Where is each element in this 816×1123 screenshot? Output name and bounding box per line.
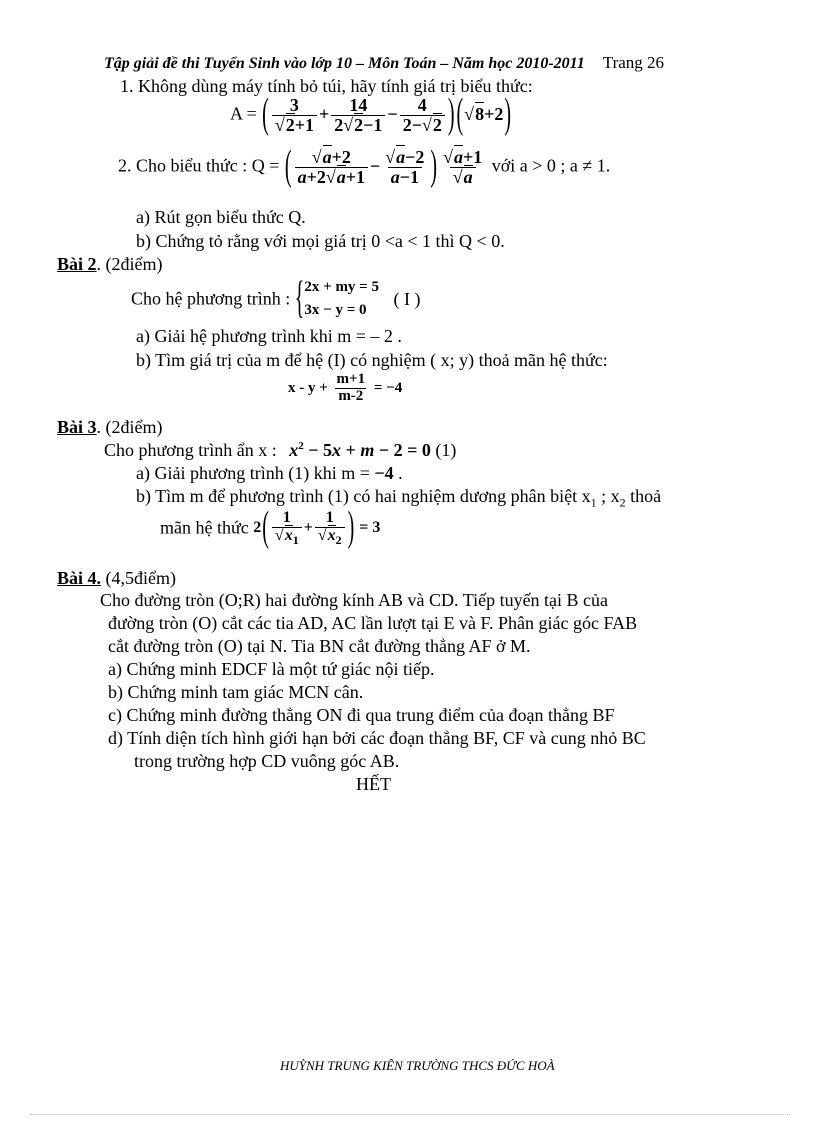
bai3-condition: mãn hệ thức 2( $\frac{1}{√x_1}$ + $\frac{1}{√x_2}$ ) = 3 [160, 504, 381, 551]
cond-left: x - y + [288, 379, 328, 396]
bai2-condition [288, 372, 402, 405]
expression-A: A = ( $\frac{3}{√2+1}$ + $\frac{14}{2√2-1}$ − $\frac{4}{2-√2}$ ) (√8+2) [230, 91, 511, 138]
bai2-eq1: 2x + my = 5 [304, 279, 379, 295]
bai1-b: b) Chứng tỏ rằng với mọi giá trị 0 <a < 1 thì Q < 0. [136, 231, 505, 251]
bai4-line1: Cho đường tròn (O;R) hai đường kính AB và CD. Tiếp tuyến tại B của [100, 590, 609, 610]
bai4-points: (4,5điểm) [101, 568, 176, 588]
bai4-b: b) Chứng minh tam giác MCN cân. [108, 682, 364, 702]
bai3-eq-label: (1) [435, 440, 457, 460]
bai3-heading: Bài 3 [57, 417, 97, 437]
bai2-heading-line [57, 254, 163, 275]
bai4-c: c) Chứng minh đường thẳng ON đi qua trung điểm của đoạn thẳng BF [108, 705, 615, 725]
bai1-a: a) Rút gọn biểu thức Q. [136, 207, 306, 227]
expr-label: A = [230, 103, 257, 124]
bai4-line3: cắt đường tròn (O) tại N. Tia BN cắt đường thẳng AF ở M. [108, 636, 531, 656]
bai3-a-prefix: a) Giải phương trình (1) khi m = [136, 463, 370, 483]
bai4-heading: Bài 4. [57, 568, 102, 588]
item2-prefix: 2. Cho biểu thức : Q = [118, 155, 280, 176]
bai3-a: a) Giải phương trình (1) khi m = −4 . [136, 463, 403, 483]
bai2-a: a) Giải hệ phương trình khi m = – 2 . [136, 326, 402, 346]
bai3-heading-line [57, 417, 163, 438]
page-header [104, 53, 664, 73]
cond-den: m-2 [335, 388, 366, 405]
bai4-d1: d) Tính diện tích hình giới hạn bởi các đoạn thẳng BF, CF và cung nhỏ BC [108, 728, 646, 748]
bai2-b: b) Tìm giá trị của m để hệ (I) có nghiệm ( x; y) thoả mãn hệ thức: [136, 350, 608, 370]
bai4-a: a) Chứng minh EDCF là một tứ giác nội tiếp. [108, 659, 435, 679]
bai2-eq2: 3x − y = 0 [304, 302, 367, 318]
page-number: Trang 26 [602, 53, 665, 72]
bai2-heading: Bài 2 [57, 254, 97, 274]
bai2-points: . (2điểm) [96, 254, 163, 274]
footer-divider [30, 1114, 790, 1115]
bai3-points: . (2điểm) [96, 417, 163, 437]
expression-Q: 2. Cho biểu thức : Q = ( $\frac{√a+2}{a+2√a+1}$ − $\frac{√a-2}{a-1}$ ) $\frac{√a+1}{√a}$ với a > 0 ; a ≠ 1. [118, 143, 611, 190]
bai4-heading-line [57, 568, 176, 589]
bai4-line2: đường tròn (O) cắt các tia AD, AC lần lượt tại E và F. Phân giác góc FAB [108, 613, 638, 633]
bai2-label: ( I ) [393, 288, 421, 309]
bai4-d2: trong trường hợp CD vuông góc AB. [134, 751, 400, 771]
bai3-b-suffix: thoả [625, 486, 662, 506]
page-footer: HUỲNH TRUNG KIÊN TRƯỜNG THCS ĐỨC HOÀ [280, 1058, 555, 1073]
bai3-b: b) Tìm m để phương trình (1) có hai nghiệm dương phân biệt $x_1$ ; $x_2$ thoả [136, 486, 662, 510]
header-title: Tập giải đề thi Tuyển Sinh vào lớp 10 – Môn Toán – Năm học 2010-2011 [104, 55, 585, 72]
bai3-c-prefix: mãn hệ thức [160, 517, 249, 538]
bai3-intro: Cho phương trình ẩn x : [104, 440, 277, 460]
bai2-system: Cho hệ phương trình : { 2x + my = 5 3x − y = 0 ( I ) [131, 272, 421, 324]
bai3-b-prefix: b) Tìm m để phương trình (1) có hai nghiệm dương phân biệt x [136, 486, 591, 506]
cond-num: m+1 [336, 371, 366, 387]
cond-right: = −4 [373, 379, 403, 396]
item2-suffix: với a > 0 ; a ≠ 1. [491, 155, 611, 176]
end-mark: HẾT [356, 774, 391, 794]
bai3-equation: Cho phương trình ẩn x : $x^2 - 5x + m - 2 = 0$ (1) [104, 440, 457, 460]
bai2-intro: Cho hệ phương trình : [131, 288, 291, 309]
bai1-item1: 1. Không dùng máy tính bỏ túi, hãy tính giá trị biểu thức: [120, 76, 533, 96]
bai3-a-val: −4 [374, 463, 394, 483]
